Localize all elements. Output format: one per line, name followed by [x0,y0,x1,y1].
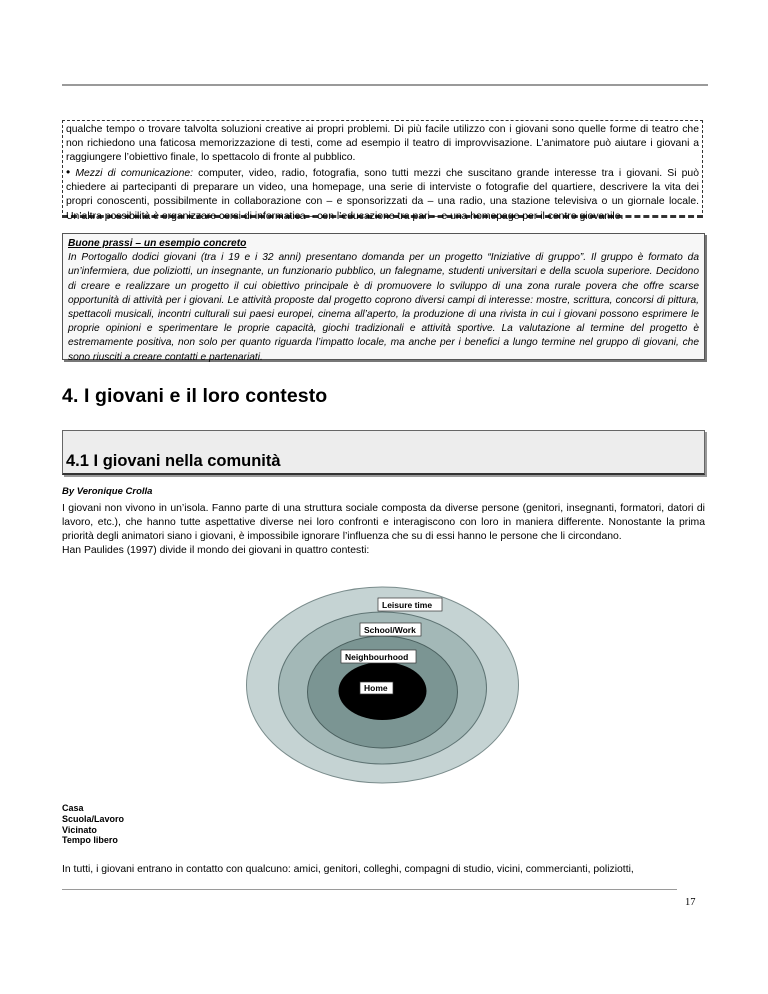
good-practice-title: Buone prassi – un esempio concreto [68,238,247,249]
intro-box [62,120,703,222]
label-leisure-time: Leisure time [382,600,433,610]
byline: By Veronique Crolla [62,486,153,497]
subsection-heading-box [62,430,705,475]
media-paragraph [66,165,699,223]
legend-item: Tempo libero [62,835,118,846]
body-last-line: In tutti, i giovani entrano in contatto con qualcuno: amici, genitori, colleghi, compagni di studio, vicini, commercianti, poliziotti, [62,864,634,875]
legend-item: Scuola/Lavoro [62,813,125,824]
legend-item: Vicinato [62,824,97,835]
media-label: Mezzi di comunicazione: [75,168,194,180]
bullet-icon: • [66,165,71,180]
legend-item: Casa [62,803,84,813]
footer-rule [62,889,677,890]
good-practice-box [62,233,705,363]
intro-paragraph: qualche tempo o trovare talvolta soluzioni creative ai propri problemi. Di più facile utilizzo con i giovani sono quelle forme di teatro che non richiedono una faticosa memorizzazione di testi, come ad esempio il teatro di improvvisazione. L’animatore può aiutare i giovani a raggiungere l’obiettivo finale, lo spettacolo di fronte al pubblico. [66,124,699,164]
good-practice-text: In Portogallo dodici giovani (tra i 19 e i 32 anni) presentano domanda per un progetto “Iniziative di gruppo”. Il gruppo è formato da un’infermiera, due poliziotti, un insegnante, un funzionario pubblico, un falegname, studenti universitari e della scuola superiore. Decidono di creare e realizzare un progetto il cui obiettivo principale è di promuovere lo sviluppo di una zona rurale povera che offre scarse opportunità di attività per i giovani. Le attività proposte dal progetto coprono diversi campi di interesse: mostre, scrittura, concorsi di pittura, spettacoli musicali, incontri culturali sui paesi europei, cinema all’aperto, la produzione di una rivista in cui i giovani possono esprimere le proprie opinioni e sperimentare le proprie capacità, giochi tradizionali e attività sportive. La valutazione al termine del progetto è estremamente positiva, non solo per quanto riguarda l’impatto locale, ma anche per i benefici a lungo termine nel gruppo di giovani, che sono riusciti a creare contatti e partenariati. [68,252,699,363]
diagram-legend [62,803,124,846]
section-heading: 4. I giovani e il loro contesto [62,385,328,407]
label-home: Home [364,683,388,693]
subsection-heading: 4.1 I giovani nella comunità [66,452,281,470]
media-text: computer, video, radio, fotografia, sono tutti mezzi che suscitano grande interesse tra i giovani. Si può chiedere ai partecipanti di preparare un video, una homepage, una serie di interviste o fotografie del quartiere, descrivere la vita dei propri conoscenti, possibilmente in collaborazione con – e sponsorizzati da – una radio, una stazione televisiva o un giornale locale. Un’altra possibilità è organizzare corsi di informatica – con l’educazione tra pari – e una homepage per il centro giovanile. [66,168,699,222]
body-paragraph-2: Han Paulides (1997) divide il mondo dei giovani in quattro contesti: [62,545,370,557]
body-text [62,502,705,558]
label-neighbourhood: Neighbourhood [345,652,409,662]
header-rule [62,84,708,86]
page-number: 17 [685,897,696,908]
label-school-work: School/Work [364,625,416,635]
body-paragraph-1: I giovani non vivono in un’isola. Fanno parte di una struttura sociale composta da diverse persone (genitori, insegnanti, formatori, datori di lavoro, etc.), che hanno tutte aspettative diverse nei loro confronti e interagiscono con loro in maniera differente. Nonostante la prima priorità degli animatori siano i giovani, è impossibile ignorare l’influenza che su di essi hanno le persone che li circondano. [62,503,705,543]
contexts-diagram [245,585,520,785]
